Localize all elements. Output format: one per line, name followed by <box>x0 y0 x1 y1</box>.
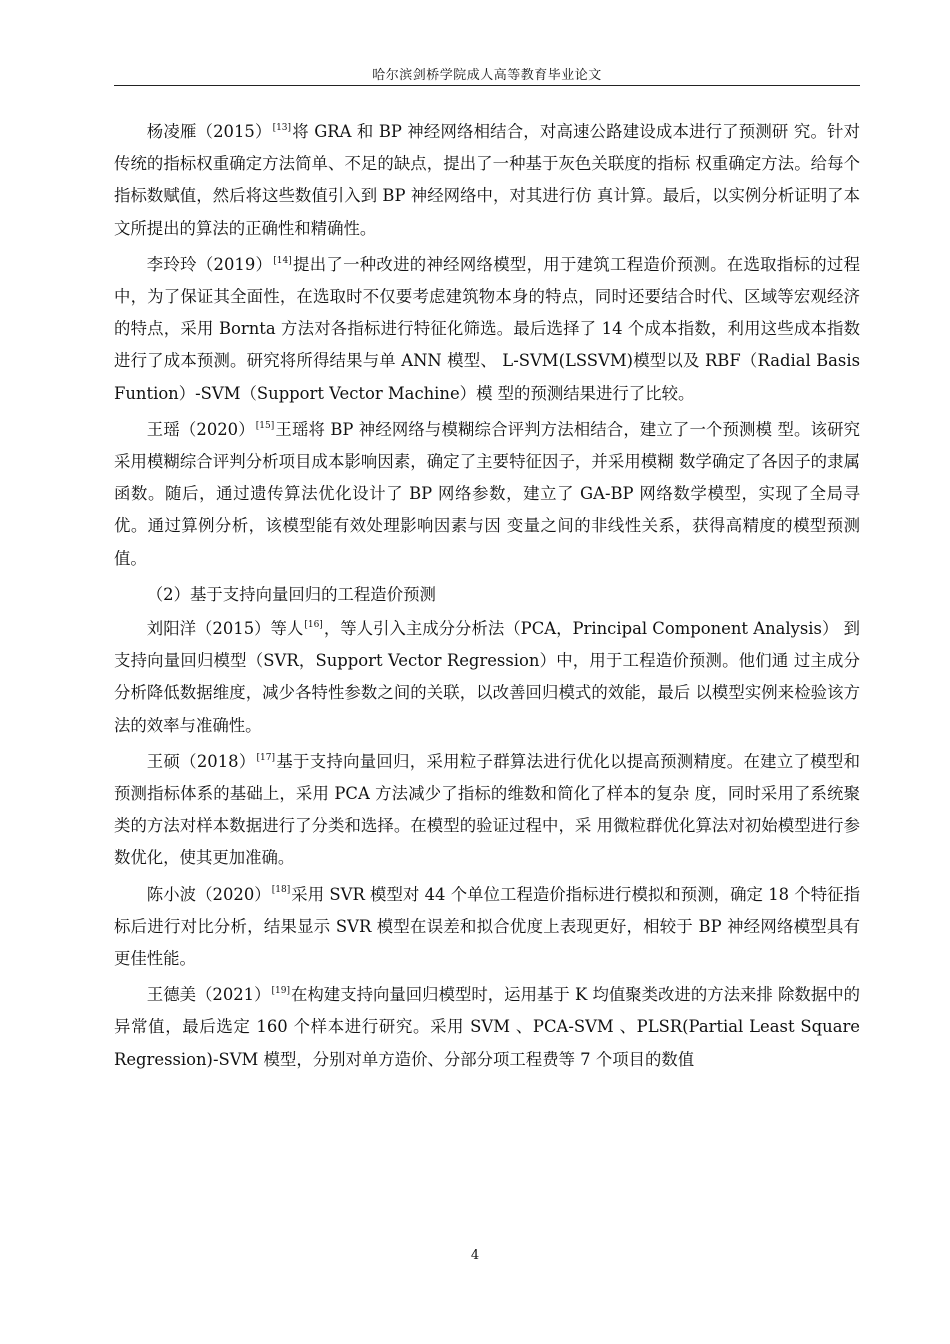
paragraph-text: 采用 SVR 模型对 44 个单位工程造价指标进行模拟和预测，确定 18 个特征指标后进行对比分析，结果显示 SVR 模型在误差和拟合优度上表现更好，相较于 BP 神经网络模型具有更佳性能。 <box>114 884 860 969</box>
paragraph-text: 提出了一种改进的神经网络模型，用于建筑工程造价预测。在选取指标的过程中，为了保证其全面性，在选取时不仅要考虑建筑物本身的特点，同时还要结合时代、区域等宏观经济的特点，采用 Bornta 方法对各指标进行特征化筛选。最后选择了 14 个成本指数，利用这些成本指数进行了成本预测。研究将所得结果与单 ANN 模型、 L-SVM(LSSVM)模型以及 RBF（Radial Basis Funtion）-SVM（Support Vector Machine）模 型的预测结果进行了比较。 <box>114 254 860 403</box>
page-body <box>114 116 860 1080</box>
citation-lead: 刘阳洋（2015）等人 <box>146 619 304 639</box>
header-rule <box>114 85 860 86</box>
citation-lead: 杨凌雁（2015） <box>146 122 272 141</box>
paragraph-wang-yao <box>114 414 860 575</box>
citation-lead: 王德美（2021） <box>146 985 271 1005</box>
paragraph-liu <box>114 613 860 742</box>
running-header: 哈尔滨剑桥学院成人高等教育毕业论文 <box>372 68 602 83</box>
citation-ref: [15] <box>255 420 275 431</box>
paragraph-yang <box>114 116 860 245</box>
paragraph-wang-shuo <box>114 746 860 875</box>
paragraph-li <box>114 249 860 410</box>
paragraph-text: 基于支持向量回归，采用粒子群算法进行优化以提高预测精度。在建立了模型和预测指标体系的基础上，采用 PCA 方法减少了指标的维数和简化了样本的复杂 度，同时采用了系统聚类的方法对样本数据进行了分类和选择。在模型的验证过程中，采 用微粒群优化算法对初始模型进行参数优化，使其更加准确。 <box>114 751 860 868</box>
paragraph-chen <box>114 879 860 976</box>
citation-lead: 李玲玲（2019） <box>146 254 273 274</box>
paragraph-text: 在构建支持向量回归模型时，运用基于 K 均值聚类改进的方法来排 除数据中的异常值，最后选定 160 个样本进行研究。采用 SVM 、PCA-SVM 、PLSR(Partial Least Square Regression)-SVM 模型，分别对单方造价、分部分项工程费等 7 个项目的数值 <box>114 985 861 1069</box>
citation-ref: [16] <box>304 619 323 630</box>
citation-ref: [19] <box>271 986 290 997</box>
citation-lead: 王硕（2018） <box>146 751 256 771</box>
paragraph-text: 王瑶将 BP 神经网络与模糊综合评判方法相结合，建立了一个预测模 型。该研究采用模糊综合评判分析项目成本影响因素，确定了主要特征因子，并采用模糊 数学确定了各因子的隶属函数。随后，通过遗传算法优化设计了 BP 网络参数，建立了 GA-BP 网络数学模型，实现了全局寻优。通过算例分析，该模型能有效处理影响因素与因 变量之间的非线性关系，获得高精度的模型预测值。 <box>114 419 861 568</box>
citation-ref: [17] <box>256 752 276 763</box>
citation-ref: [13] <box>272 122 292 133</box>
citation-lead: 陈小波（2020） <box>146 884 271 904</box>
citation-ref: [18] <box>271 885 291 896</box>
citation-lead: 王瑶（2020） <box>146 419 255 439</box>
paragraph-text: 将 GRA 和 BP 神经网络相结合，对高速公路建设成本进行了预测研 究。针对传统的指标权重确定方法简单、不足的缺点，提出了一种基于灰色关联度的指标 权重确定方法。给每个指标数赋值，然后将这些数值引入到 BP 神经网络中，对其进行仿 真计算。最后，以实例分析证明了本文所提出的算法的正确性和精确性。 <box>114 122 860 238</box>
page-number: 4 <box>470 1248 480 1263</box>
section-heading: （2）基于支持向量回归的工程造价预测 <box>146 584 436 604</box>
paragraph-text: ，等人引入主成分分析法（PCA，Principal Component Analysis） 到支持向量回归模型（SVR，Support Vector Regression）中，用于工程造价预测。他们通 过主成分分析降低数据维度，减少各特性参数之间的关联，以改善回归模式的效能，最后 以模型实例来检验该方法的效率与准确性。 <box>114 619 860 735</box>
paragraph-wang-demei <box>114 979 860 1076</box>
citation-ref: [14] <box>273 255 292 266</box>
